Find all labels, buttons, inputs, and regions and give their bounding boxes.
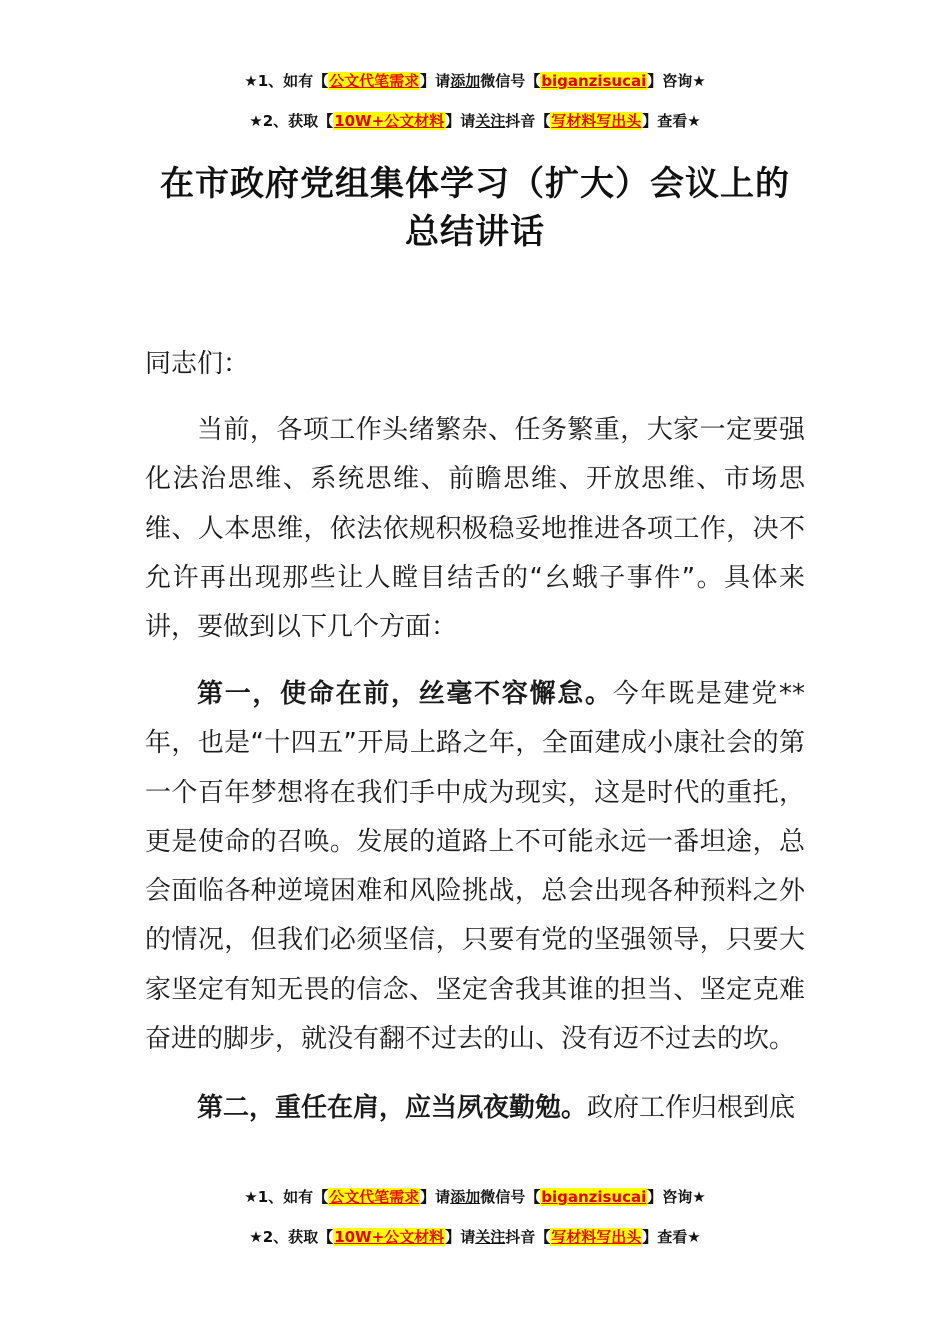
promo-text: 】请 <box>420 72 451 90</box>
title-line-2: 总结讲话 <box>405 212 545 252</box>
promo-text: 】请 <box>445 112 476 130</box>
promo-text: ★2、获取【 <box>249 1228 334 1246</box>
promo-text: 微信号【 <box>480 1188 541 1206</box>
promo-line-4 <box>0 1226 950 1248</box>
paragraph-2-lead: 第一，使命在前，丝毫不容懈怠。 <box>197 679 613 709</box>
promo-text: 】请 <box>420 1188 451 1206</box>
promo-text: 微信号【 <box>480 72 541 90</box>
promo-underlined: 添加 <box>450 72 481 90</box>
promo-text: 】请 <box>445 1228 476 1246</box>
paragraph-1: 当前，各项工作头绪繁杂、任务繁重，大家一定要强化法治思维、系统思维、前瞻思维、开放思维、市场思维、人本思维，依法依规积极稳妥地推进各项工作，决不允许再出现那些让人瞠目结舌的“幺蛾子事件”。具体来讲，要做到以下几个方面： <box>145 415 805 643</box>
title-line-1: 在市政府党组集体学习（扩大）会议上的 <box>160 164 790 204</box>
promo-text: 】查看★ <box>642 1228 701 1246</box>
promo-underlined: 关注 <box>475 112 506 130</box>
promo-text: ★1、如有【 <box>244 1188 329 1206</box>
paragraph-3 <box>145 1084 805 1133</box>
salutation: 同志们： <box>145 349 250 379</box>
promo-highlight: 写材料写出头 <box>551 112 642 130</box>
promo-highlight: biganzisucai <box>541 1188 647 1206</box>
promo-highlight: 公文代笔需求 <box>329 72 420 90</box>
promo-text: ★2、获取【 <box>249 112 334 130</box>
paragraph-3-lead: 第二，重任在肩，应当夙夜勤勉。 <box>197 1093 588 1123</box>
promo-line-1 <box>0 70 950 92</box>
promo-underlined: 关注 <box>475 1228 506 1246</box>
promo-text: 】咨询★ <box>647 72 706 90</box>
promo-line-2 <box>0 110 950 132</box>
paragraph-2 <box>145 670 805 1064</box>
promo-text: ★1、如有【 <box>244 72 329 90</box>
promo-text: 】查看★ <box>642 112 701 130</box>
promo-highlight: 公文代笔需求 <box>329 1188 420 1206</box>
promo-underlined: 添加 <box>450 1188 481 1206</box>
paragraph-2-body: 今年既是建党**年，也是“十四五”开局上路之年，全面建成小康社会的第一个百年梦想将在我们手中成为现实，这是时代的重托，更是使命的召唤。发展的道路上不可能永远一番坦途，总会面临各种逆境困难和风险挑战，总会出现各种预料之外的情况，但我们必须坚信，只要有党的坚强领导，只要大家坚定有知无畏的信念、坚定舍我其谁的担当、坚定克难奋进的脚步，就没有翻不过去的山、没有迈不过去的坎。 <box>145 679 805 1055</box>
promo-highlight: 10W+公文材料 <box>334 1228 445 1246</box>
promo-highlight: biganzisucai <box>541 72 647 90</box>
document-title <box>0 160 950 256</box>
promo-line-3 <box>0 1186 950 1208</box>
promo-text: 】咨询★ <box>647 1188 706 1206</box>
paragraph-3-body: 政府工作归根到底 <box>587 1093 796 1123</box>
promo-highlight: 10W+公文材料 <box>334 112 445 130</box>
promo-text: 抖音【 <box>505 1228 551 1246</box>
promo-text: 抖音【 <box>505 112 551 130</box>
promo-highlight: 写材料写出头 <box>551 1228 642 1246</box>
